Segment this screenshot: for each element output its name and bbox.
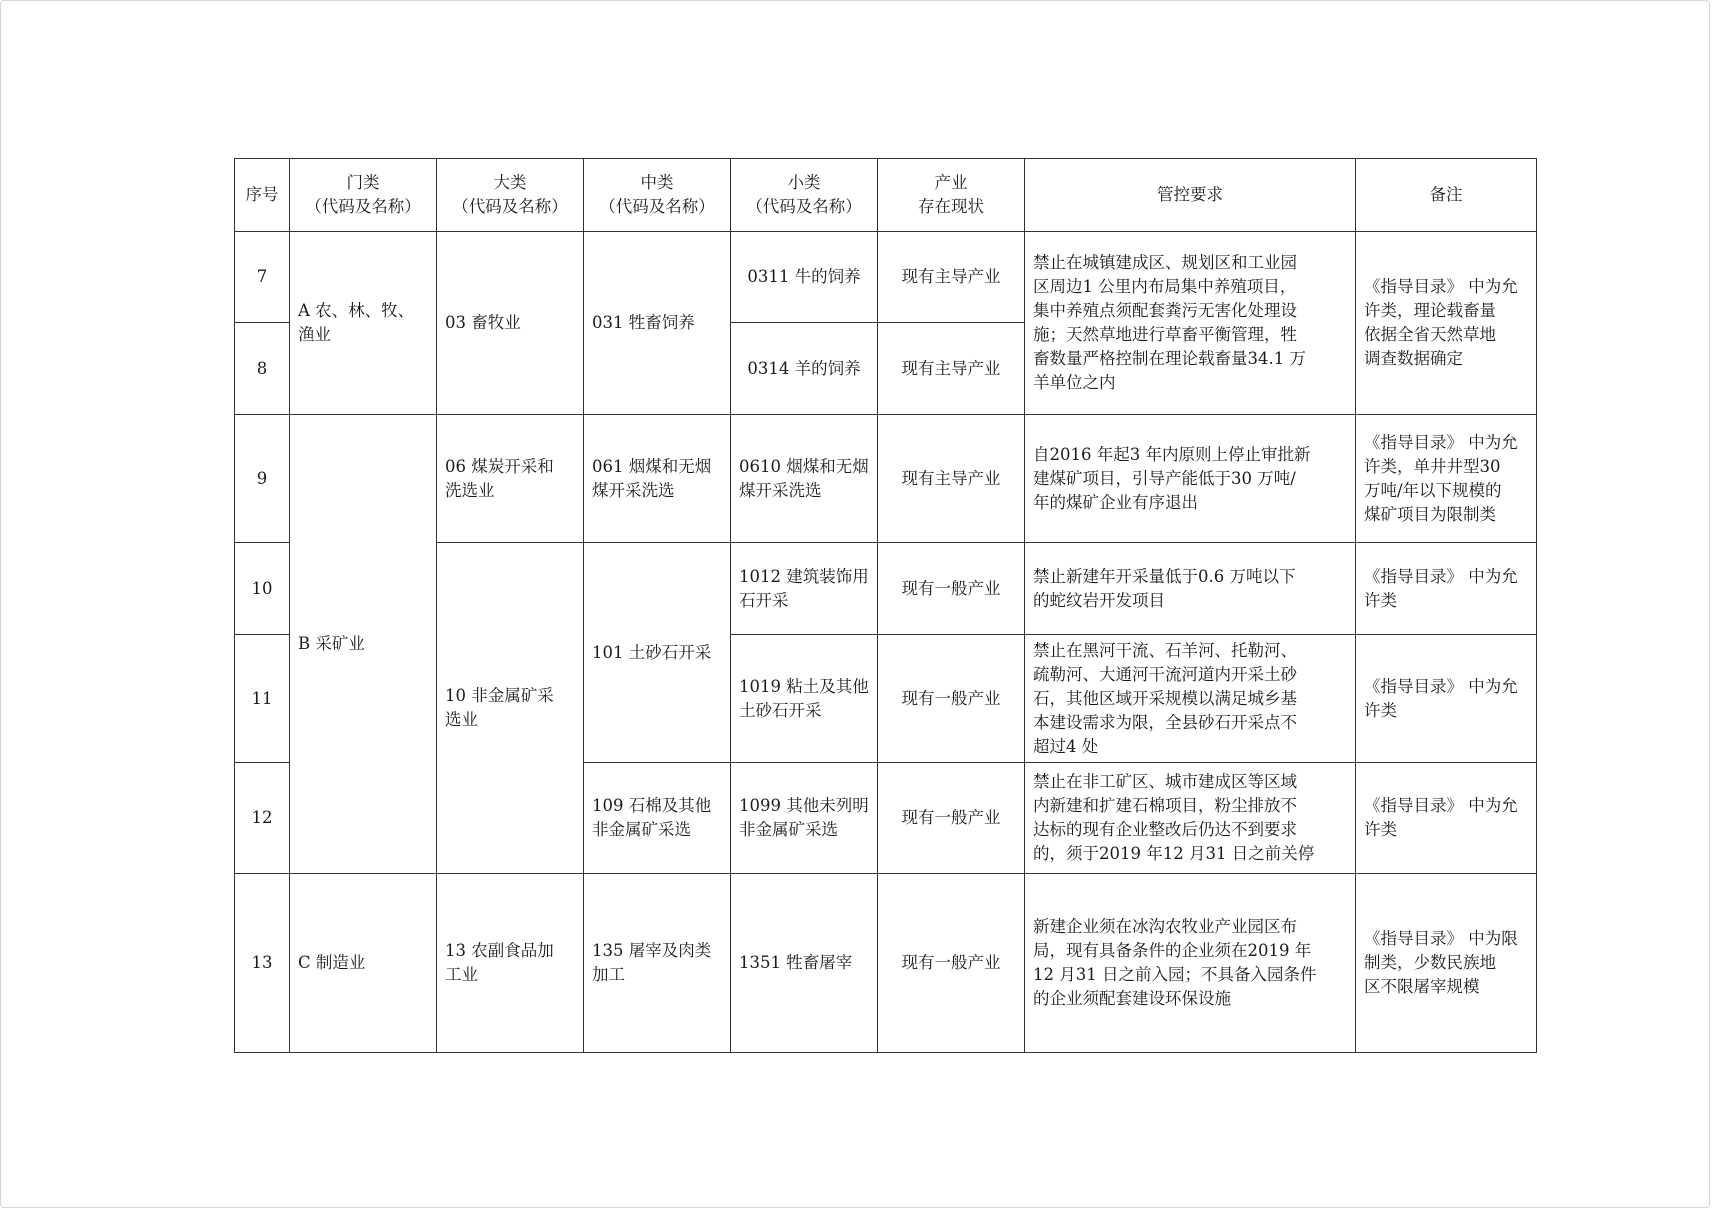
table-header-row bbox=[235, 159, 1537, 232]
medium-class-cell: 135 屠宰及肉类 加工 bbox=[584, 874, 731, 1053]
minor-class-cell: 0610 烟煤和无烟 煤开采洗选 bbox=[731, 415, 878, 543]
serial-number: 7 bbox=[235, 232, 290, 323]
industry-status-cell: 现有主导产业 bbox=[878, 415, 1025, 543]
minor-class-cell: 0311 牛的饲养 bbox=[731, 232, 878, 323]
remark-cell: 《指导目录》 中为允 许类，理论载畜量 依据全省天然草地 调查数据确定 bbox=[1356, 232, 1537, 415]
industry-status-cell: 现有一般产业 bbox=[878, 874, 1025, 1053]
header-industry-status: 产业 存在现状 bbox=[878, 159, 1025, 232]
control-requirement-cell: 禁止在城镇建成区、规划区和工业园 区周边1 公里内布局集中养殖项目， 集中养殖点须配套粪污无害化处理设 施；天然草地进行草畜平衡管理，牲 畜数量严格控制在理论载畜量34.1 万 羊单位之内 bbox=[1025, 232, 1356, 415]
table-row bbox=[235, 415, 1537, 543]
header-category: 门类 （代码及名称） bbox=[290, 159, 437, 232]
control-requirement-cell: 新建企业须在冰沟农牧业产业园区布 局，现有具备条件的企业须在2019 年 12 月31 日之前入园；不具备入园条件 的企业须配套建设环保设施 bbox=[1025, 874, 1356, 1053]
control-requirement-cell: 禁止在黑河干流、石羊河、托勒河、 疏勒河、大通河干流河道内开采土砂 石，其他区域开采规模以满足城乡基 本建设需求为限，全县砂石开采点不 超过4 处 bbox=[1025, 635, 1356, 763]
serial-number: 11 bbox=[235, 635, 290, 763]
minor-class-cell: 1019 粘土及其他 土砂石开采 bbox=[731, 635, 878, 763]
industry-status-cell: 现有一般产业 bbox=[878, 543, 1025, 635]
medium-class-cell: 109 石棉及其他 非金属矿采选 bbox=[584, 763, 731, 874]
header-serial-number: 序号 bbox=[235, 159, 290, 232]
header-major-class: 大类 （代码及名称） bbox=[437, 159, 584, 232]
category-cell: C 制造业 bbox=[290, 874, 437, 1053]
serial-number: 10 bbox=[235, 543, 290, 635]
serial-number: 9 bbox=[235, 415, 290, 543]
medium-class-cell: 101 土砂石开采 bbox=[584, 543, 731, 763]
major-class-cell: 06 煤炭开采和 洗选业 bbox=[437, 415, 584, 543]
serial-number: 8 bbox=[235, 323, 290, 415]
remark-cell: 《指导目录》 中为限 制类，少数民族地 区不限屠宰规模 bbox=[1356, 874, 1537, 1053]
minor-class-cell: 1012 建筑装饰用 石开采 bbox=[731, 543, 878, 635]
header-remarks: 备注 bbox=[1356, 159, 1537, 232]
industry-control-table bbox=[234, 158, 1537, 1053]
industry-status-cell: 现有主导产业 bbox=[878, 323, 1025, 415]
remark-cell: 《指导目录》 中为允 许类 bbox=[1356, 543, 1537, 635]
medium-class-cell: 031 牲畜饲养 bbox=[584, 232, 731, 415]
remark-cell: 《指导目录》 中为允 许类 bbox=[1356, 763, 1537, 874]
control-requirement-cell: 禁止在非工矿区、城市建成区等区域 内新建和扩建石棉项目，粉尘排放不 达标的现有企业整改后仍达不到要求 的，须于2019 年12 月31 日之前关停 bbox=[1025, 763, 1356, 874]
category-cell: B 采矿业 bbox=[290, 415, 437, 874]
header-medium-class: 中类 （代码及名称） bbox=[584, 159, 731, 232]
minor-class-cell: 1351 牲畜屠宰 bbox=[731, 874, 878, 1053]
control-requirement-cell: 禁止新建年开采量低于0.6 万吨以下 的蛇纹岩开发项目 bbox=[1025, 543, 1356, 635]
table-row bbox=[235, 232, 1537, 323]
major-class-cell: 13 农副食品加 工业 bbox=[437, 874, 584, 1053]
minor-class-cell: 0314 羊的饲养 bbox=[731, 323, 878, 415]
industry-status-cell: 现有主导产业 bbox=[878, 232, 1025, 323]
major-class-cell: 10 非金属矿采 选业 bbox=[437, 543, 584, 874]
industry-status-cell: 现有一般产业 bbox=[878, 635, 1025, 763]
industry-status-cell: 现有一般产业 bbox=[878, 763, 1025, 874]
header-minor-class: 小类 （代码及名称） bbox=[731, 159, 878, 232]
remark-cell: 《指导目录》 中为允 许类，单井井型30 万吨/年以下规模的 煤矿项目为限制类 bbox=[1356, 415, 1537, 543]
minor-class-cell: 1099 其他未列明 非金属矿采选 bbox=[731, 763, 878, 874]
control-requirement-cell: 自2016 年起3 年内原则上停止审批新 建煤矿项目，引导产能低于30 万吨/ 年的煤矿企业有序退出 bbox=[1025, 415, 1356, 543]
category-cell: A 农、林、牧、 渔业 bbox=[290, 232, 437, 415]
table-row bbox=[235, 874, 1537, 1053]
major-class-cell: 03 畜牧业 bbox=[437, 232, 584, 415]
header-control-requirements: 管控要求 bbox=[1025, 159, 1356, 232]
medium-class-cell: 061 烟煤和无烟 煤开采洗选 bbox=[584, 415, 731, 543]
serial-number: 12 bbox=[235, 763, 290, 874]
remark-cell: 《指导目录》 中为允 许类 bbox=[1356, 635, 1537, 763]
serial-number: 13 bbox=[235, 874, 290, 1053]
